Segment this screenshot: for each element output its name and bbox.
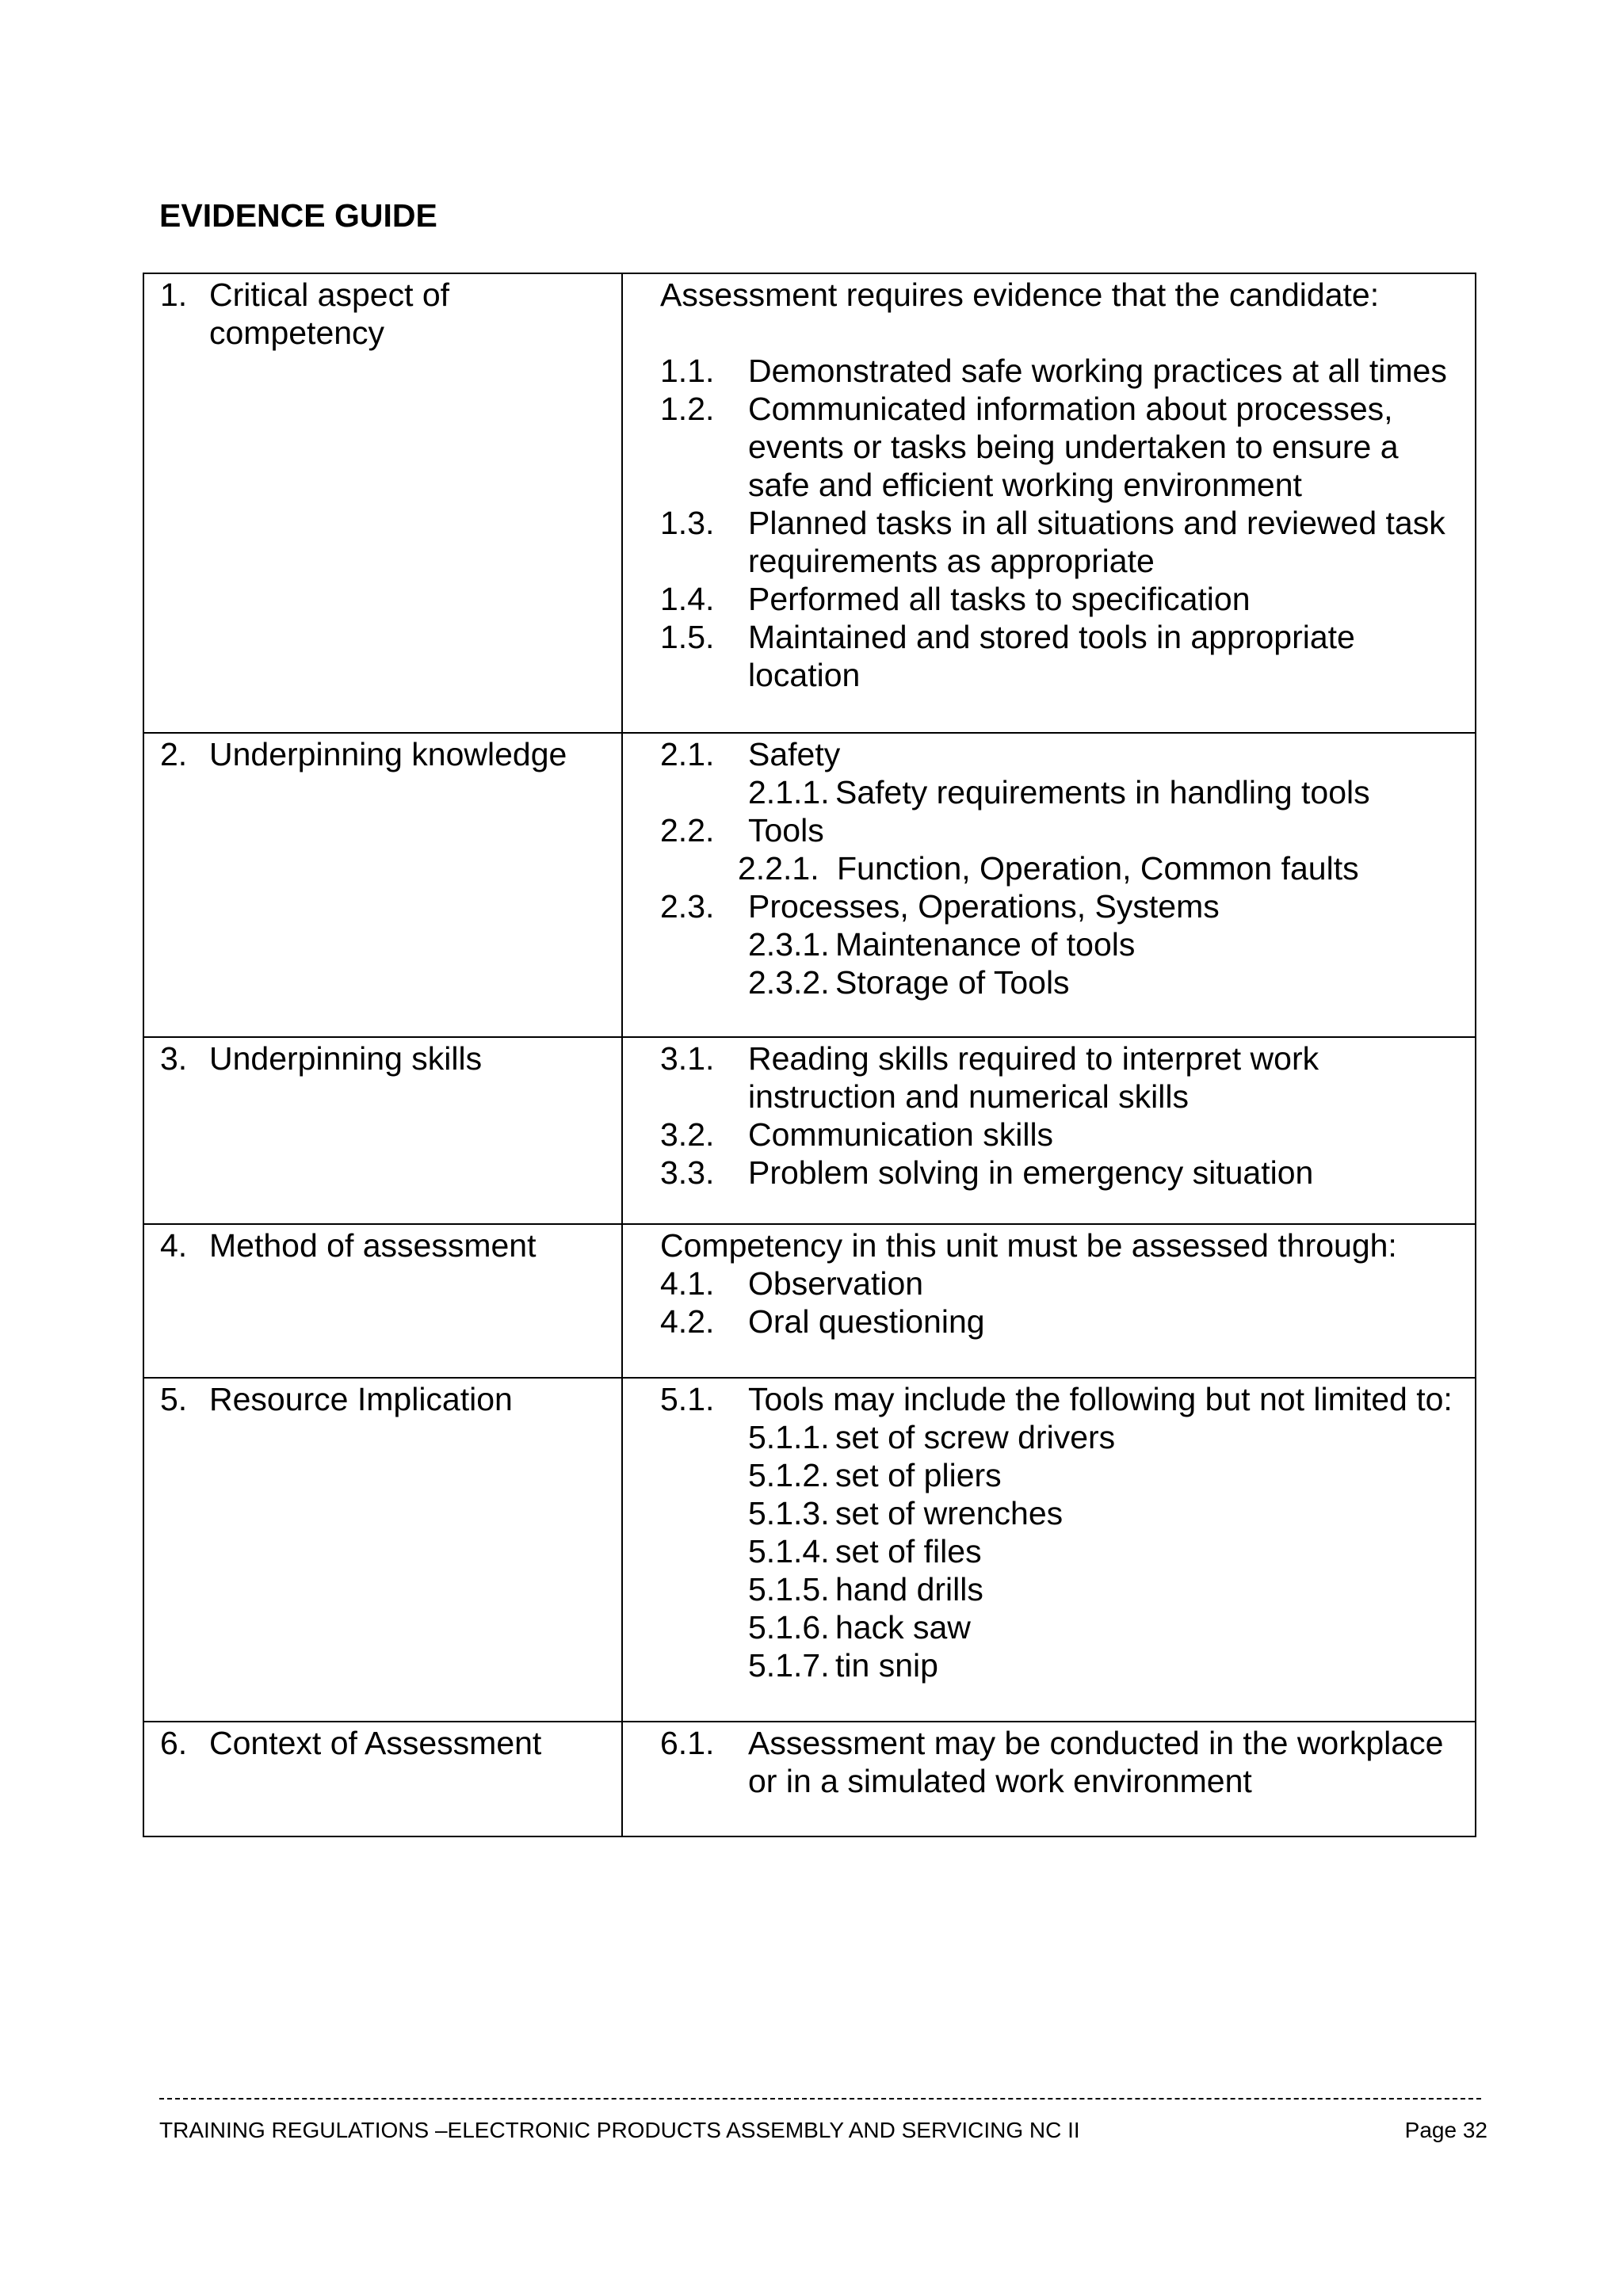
row-content-cell [622, 733, 1476, 1037]
row-content-cell [622, 1224, 1476, 1378]
row-label: Critical aspect of competency [209, 277, 450, 351]
footer-title: TRAINING REGULATIONS –ELECTRONIC PRODUCTS ASSEMBLY AND SERVICING NC II [159, 2118, 1080, 2142]
table-row [143, 1378, 1476, 1722]
row-number: 2. [160, 736, 188, 772]
row-number: 1. [160, 277, 188, 313]
item-number: 5.1.6. [748, 1609, 830, 1646]
list-item [660, 1724, 1475, 1800]
item-text: Maintained and stored tools in appropriate location [748, 619, 1355, 693]
footer-divider [159, 2098, 1481, 2100]
row-label-cell [143, 1722, 622, 1836]
row-number: 3. [160, 1040, 188, 1077]
item-text: Communication skills [748, 1116, 1054, 1153]
list-item [660, 580, 1475, 618]
item-number: 2.3.2. [748, 964, 830, 1001]
item-text: Storage of Tools [835, 964, 1070, 1001]
item-text: Safety [748, 736, 841, 772]
list-subitem [748, 1456, 1475, 1494]
item-text: Assessment may be conducted in the workplace or in a simulated work environment [748, 1725, 1444, 1799]
item-number: 3.2. [660, 1116, 715, 1153]
row-label: Resource Implication [209, 1381, 513, 1417]
item-number: 2.2.1. [738, 850, 819, 887]
row-content-cell [622, 1722, 1476, 1836]
item-text: Demonstrated safe working practices at all times [748, 353, 1447, 389]
table-row [143, 733, 1476, 1037]
list-item [660, 735, 1475, 773]
row-content-cell [622, 273, 1476, 733]
row-label-cell [143, 1037, 622, 1224]
item-number: 5.1.7. [748, 1647, 830, 1684]
row-number: 6. [160, 1725, 188, 1761]
row-label-cell [143, 1378, 622, 1722]
list-item [660, 390, 1475, 504]
item-text: Problem solving in emergency situation [748, 1154, 1314, 1191]
row-number: 5. [160, 1381, 188, 1417]
row-label: Method of assessment [209, 1227, 537, 1264]
list-subitem [748, 1608, 1475, 1646]
item-number: 1.3. [660, 505, 715, 541]
table-row [143, 1224, 1476, 1378]
list-subitem [748, 773, 1475, 811]
list-subitem [748, 1418, 1475, 1456]
item-number: 5.1.2. [748, 1457, 830, 1493]
page-number: Page 32 [1404, 2118, 1487, 2142]
item-text: Performed all tasks to specification [748, 581, 1251, 617]
list-item [660, 1154, 1475, 1192]
row-label-cell [143, 1224, 622, 1378]
list-item [660, 1380, 1475, 1418]
item-number: 1.4. [660, 581, 715, 617]
list-item [660, 618, 1475, 694]
item-number: 5.1.4. [748, 1533, 830, 1569]
table-row [143, 273, 1476, 733]
item-text: set of screw drivers [835, 1419, 1116, 1455]
item-text: set of files [835, 1533, 982, 1569]
item-number: 2.1. [660, 736, 715, 772]
item-text: Planned tasks in all situations and reviewed task requirements as appropriate [748, 505, 1445, 579]
list-item [660, 352, 1475, 390]
item-text: hand drills [835, 1571, 983, 1608]
table-row [143, 1037, 1476, 1224]
item-text: Oral questioning [748, 1303, 985, 1340]
row-label-cell [143, 273, 622, 733]
item-text: set of pliers [835, 1457, 1002, 1493]
row-label-cell [143, 733, 622, 1037]
row-intro: Assessment requires evidence that the candidate: [660, 277, 1380, 313]
row-number: 4. [160, 1227, 188, 1264]
list-item [660, 811, 1475, 849]
item-number: 2.3.1. [748, 926, 830, 963]
item-number: 3.1. [660, 1040, 715, 1077]
list-subitem [748, 925, 1475, 963]
list-subitem [748, 963, 1475, 1001]
list-subitem [748, 1532, 1475, 1570]
list-item [660, 1039, 1475, 1116]
item-number: 5.1.5. [748, 1571, 830, 1608]
item-text: set of wrenches [835, 1495, 1064, 1531]
item-text: Processes, Operations, Systems [748, 888, 1220, 925]
list-subitem [748, 1494, 1475, 1532]
item-number: 1.2. [660, 391, 715, 427]
list-item [660, 1264, 1475, 1302]
item-number: 5.1. [660, 1381, 715, 1417]
item-text: tin snip [835, 1647, 938, 1684]
item-number: 5.1.3. [748, 1495, 830, 1531]
item-number: 3.3. [660, 1154, 715, 1191]
list-subitem [748, 1646, 1475, 1684]
item-number: 2.3. [660, 888, 715, 925]
item-text: hack saw [835, 1609, 971, 1646]
item-text: Maintenance of tools [835, 926, 1136, 963]
row-content-cell [622, 1378, 1476, 1722]
item-number: 2.1.1. [748, 774, 830, 810]
item-text: Function, Operation, Common faults [837, 850, 1359, 887]
item-number: 4.2. [660, 1303, 715, 1340]
row-content-cell [622, 1037, 1476, 1224]
evidence-guide-table [143, 273, 1476, 1837]
row-label: Context of Assessment [209, 1725, 542, 1761]
list-subitem [738, 849, 1475, 887]
list-subitem [748, 1570, 1475, 1608]
item-number: 1.1. [660, 353, 715, 389]
page-title: EVIDENCE GUIDE [159, 197, 437, 234]
item-text: Observation [748, 1265, 924, 1302]
list-item [660, 1302, 1475, 1341]
item-text: Tools [748, 812, 824, 849]
row-label: Underpinning knowledge [209, 736, 567, 772]
table-row [143, 1722, 1476, 1836]
item-number: 4.1. [660, 1265, 715, 1302]
list-item [660, 504, 1475, 580]
item-number: 1.5. [660, 619, 715, 655]
item-text: Tools may include the following but not limited to: [748, 1381, 1453, 1417]
item-number: 6.1. [660, 1725, 715, 1761]
row-label: Underpinning skills [209, 1040, 483, 1077]
item-number: 2.2. [660, 812, 715, 849]
item-text: Communicated information about processes, events or tasks being undertaken to ensure a safe and efficient working environment [748, 391, 1399, 503]
item-number: 5.1.1. [748, 1419, 830, 1455]
item-text: Safety requirements in handling tools [835, 774, 1370, 810]
item-text: Reading skills required to interpret work instruction and numerical skills [748, 1040, 1319, 1115]
row-intro: Competency in this unit must be assessed through: [660, 1227, 1397, 1264]
list-item [660, 1116, 1475, 1154]
list-item [660, 887, 1475, 925]
